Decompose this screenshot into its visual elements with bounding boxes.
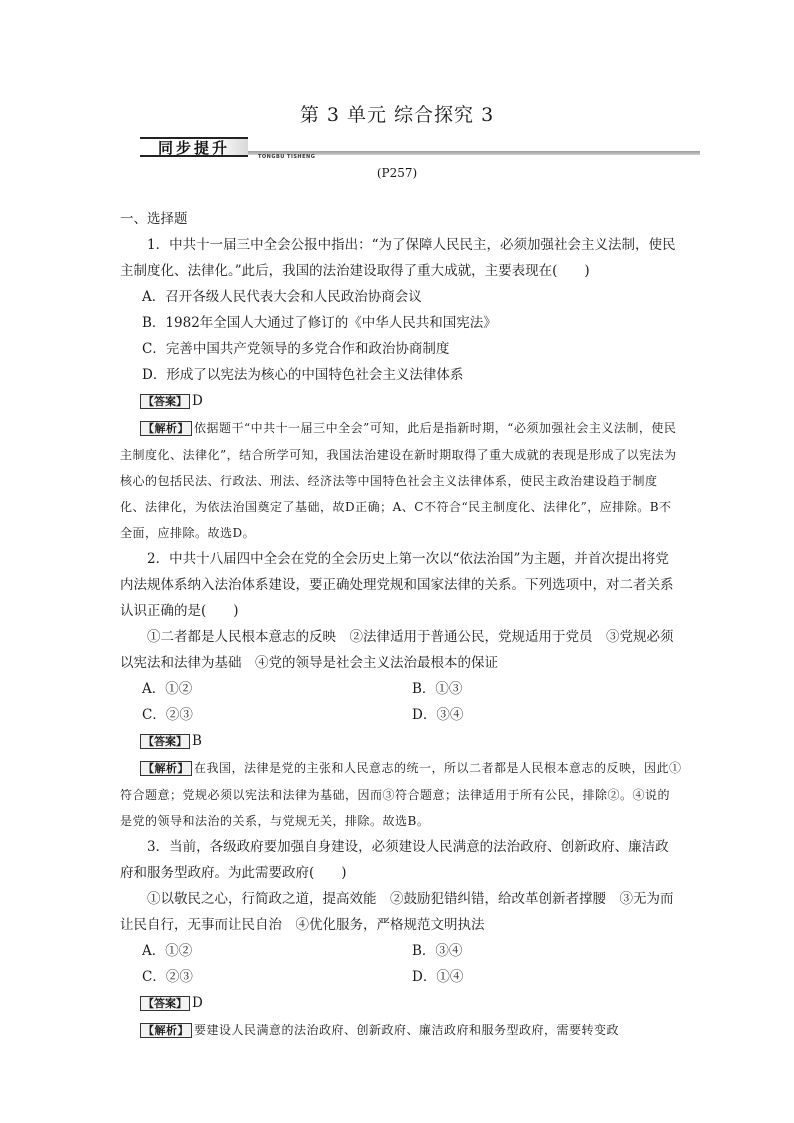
answer-value: D xyxy=(192,393,203,409)
question-stem: 1．中共十一届三中全会公报中指出：“为了保障人民民主，必须加强社会主义法制，使民主制度化、法律化。”此后，我国的法治建设取得了重大成就，主要表现在( ) xyxy=(120,237,676,279)
option-row xyxy=(120,676,682,702)
option-d: D．③④ xyxy=(412,707,464,723)
answer-line xyxy=(120,388,682,415)
analysis-tag: 【解析】 xyxy=(140,421,192,436)
answer-tag: 【答案】 xyxy=(140,996,190,1011)
question-3 xyxy=(120,834,682,1044)
option-a: A．①② xyxy=(142,943,193,959)
analysis-text: 在我国，法律是党的主张和人民意志的统一，所以二者都是人民根本意志的反映，因此①符合题意；党规必须以宪法和法律为基础，因而③符合题意；法律适用于所有公民，排除②。④说的是党的领导和法治的关系，与党规无关，排除。故选B。 xyxy=(120,761,682,828)
banner-pinyin: TONGBU TISHENG xyxy=(258,154,316,160)
analysis-tag: 【解析】 xyxy=(140,1023,192,1038)
option-row xyxy=(120,702,682,728)
option-d: D．①④ xyxy=(412,969,464,985)
analysis-text: 要建设人民满意的法治政府、创新政府、廉洁政府和服务型政府，需要转变政 xyxy=(194,1023,620,1037)
question-stem: 3．当前，各级政府要加强自身建设，必须建设人民满意的法治政府、创新政府、廉洁政府和服务型政府。为此需要政府( ) xyxy=(120,839,669,881)
option-b: B．③④ xyxy=(412,943,463,959)
section-title: 一、选择题 xyxy=(120,211,188,227)
analysis-paragraph xyxy=(120,1017,682,1044)
answer-tag: 【答案】 xyxy=(140,734,190,749)
answer-line xyxy=(120,990,682,1017)
answer-value: D xyxy=(192,995,203,1011)
analysis-paragraph xyxy=(120,755,682,834)
option-a: A．召开各级人民代表大会和人民政治协商会议 xyxy=(142,289,422,305)
page-title: 第 3 单元 综合探究 3 xyxy=(299,104,495,126)
option-row xyxy=(120,938,682,964)
question-items: ①以敬民之心，行简政之道，提高效能 ②鼓励犯错纠错，给改革创新者撑腰 ③无为而让民自行，无事而让民自治 ④优化服务，严格规范文明执法 xyxy=(120,891,674,933)
option-row xyxy=(120,964,682,990)
answer-line xyxy=(120,728,682,755)
analysis-tag: 【解析】 xyxy=(140,761,192,776)
answer-value: B xyxy=(192,733,202,749)
option-d: D．形成了以宪法为核心的中国特色社会主义法律体系 xyxy=(142,367,464,383)
banner-rule xyxy=(248,151,700,155)
question-1 xyxy=(120,232,682,546)
option-b: B．1982年全国人大通过了修订的《中华人民共和国宪法》 xyxy=(142,315,497,331)
option-b: B．①③ xyxy=(412,681,463,697)
option-c: C．②③ xyxy=(142,707,193,723)
option-c: C．完善中国共产党领导的多党合作和政治协商制度 xyxy=(142,341,450,357)
section-banner xyxy=(140,137,700,159)
page-reference: (P257) xyxy=(376,166,418,180)
banner-label: 同步提升 xyxy=(140,137,248,157)
question-stem: 2．中共十八届四中全会在党的全会历史上第一次以“依法治国”为主题，并首次提出将党内法规体系纳入法治体系建设，要正确处理党规和国家法律的关系。下列选项中，对二者关系认识正确的是( ) xyxy=(120,551,674,619)
option-c: C．②③ xyxy=(142,969,193,985)
option-a: A．①② xyxy=(142,681,193,697)
document-body xyxy=(120,206,682,1044)
question-items: ①二者都是人民根本意志的反映 ②法律适用于普通公民，党规适用于党员 ③党规必须以宪法和法律为基础 ④党的领导是社会主义法治最根本的保证 xyxy=(120,629,674,671)
analysis-paragraph xyxy=(120,415,682,546)
question-2 xyxy=(120,546,682,834)
answer-tag: 【答案】 xyxy=(140,394,190,409)
analysis-text: 依据题干“中共十一届三中全会”可知，此后是指新时期，“必须加强社会主义法制，使民主制度化、法律化”，结合所学可知，我国法治建设在新时期取得了重大成就的表现是形成了以宪法为核心的包括民法、行政法、刑法、经济法等中国特色社会主义法律体系，使民主政治建设趋于制度化、法律化，为依法治国奠定了基础，故D正确；A、C不符合“民主制度化、法律化”，应排除。B不全面，应排除。故选D。 xyxy=(120,421,677,540)
